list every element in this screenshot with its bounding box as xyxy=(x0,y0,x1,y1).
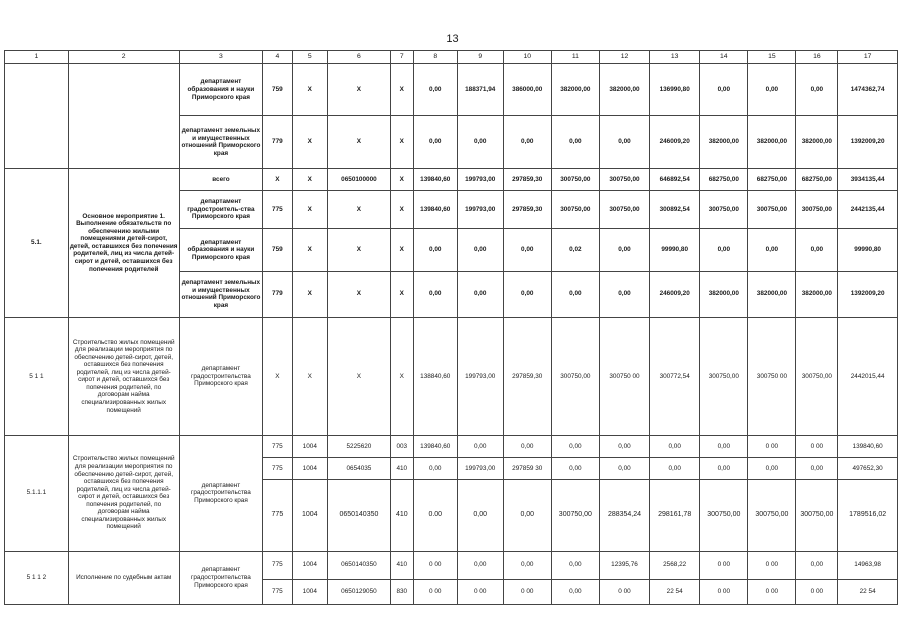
table-cell: 288354,24 xyxy=(599,480,649,552)
column-header: 15 xyxy=(748,51,796,64)
table-cell: 0,00 xyxy=(551,579,599,604)
table-cell: 0,00 xyxy=(457,229,503,271)
table-cell: 382000,00 xyxy=(551,64,599,116)
table-cell: 300750 00 xyxy=(748,317,796,435)
table-cell: 0,00 xyxy=(551,457,599,479)
table-cell: 0 00 xyxy=(457,579,503,604)
table-cell: 0,00 xyxy=(650,457,700,479)
table-cell: 1004 xyxy=(292,480,328,552)
table-cell: 5225620 xyxy=(328,435,391,457)
table-cell: 99990,80 xyxy=(650,229,700,271)
table-cell: 0 00 xyxy=(748,435,796,457)
table-cell: 0,00 xyxy=(457,480,503,552)
budget-row xyxy=(5,64,898,116)
item-number-cell: 5.1.1.1 xyxy=(5,435,69,551)
table-cell: 682750,00 xyxy=(748,168,796,190)
table-cell: 0 00 xyxy=(796,579,838,604)
table-cell: 139840,60 xyxy=(413,435,457,457)
table-cell: Х xyxy=(292,229,328,271)
table-cell: 0650140350 xyxy=(328,480,391,552)
table-cell: всего xyxy=(179,168,263,190)
column-header: 5 xyxy=(292,51,328,64)
column-header: 6 xyxy=(328,51,391,64)
column-header: 16 xyxy=(796,51,838,64)
column-header: 2 xyxy=(68,51,179,64)
program-budget-table xyxy=(4,50,898,605)
table-cell: Х xyxy=(292,64,328,116)
budget-row xyxy=(5,435,898,457)
item-name-cell: Исполнение по судебным актам xyxy=(68,551,179,604)
table-cell: 0,00 xyxy=(503,551,551,579)
table-cell: 1392009,20 xyxy=(838,116,898,168)
table-cell: 0,00 xyxy=(748,457,796,479)
table-cell: 410 xyxy=(390,551,413,579)
table-cell: 0650129050 xyxy=(328,579,391,604)
table-cell: 0,00 xyxy=(700,435,748,457)
table-cell: 0,00 xyxy=(457,116,503,168)
table-cell: 297859,30 xyxy=(503,191,551,229)
table-cell: 0,00 xyxy=(413,116,457,168)
table-cell: департамент земельных и имущественных отношений Приморского края xyxy=(179,271,263,317)
executor-cell: департамент градостроительства Приморского края xyxy=(179,551,263,604)
table-cell: 199793,00 xyxy=(457,168,503,190)
table-cell: 298161,78 xyxy=(650,480,700,552)
table-cell: 0,00 xyxy=(796,457,838,479)
column-header: 17 xyxy=(838,51,898,64)
table-cell: 382000,00 xyxy=(796,271,838,317)
table-cell: 0 00 xyxy=(700,579,748,604)
table-cell: 300750,00 xyxy=(700,191,748,229)
table-cell: 0,00 xyxy=(700,229,748,271)
table-cell: 300750,00 xyxy=(796,191,838,229)
table-cell: 138840,60 xyxy=(413,317,457,435)
column-header: 3 xyxy=(179,51,263,64)
table-cell: 0,00 xyxy=(503,480,551,552)
item-number-cell: 5 1 1 xyxy=(5,317,69,435)
table-cell: 14963,98 xyxy=(838,551,898,579)
table-cell: 0,00 xyxy=(748,64,796,116)
table-cell: 0 00 xyxy=(748,579,796,604)
table-cell: 0,00 xyxy=(551,271,599,317)
table-cell: 300750,00 xyxy=(551,480,599,552)
table-cell: Х xyxy=(390,168,413,190)
table-cell: 0650140350 xyxy=(328,551,391,579)
table-cell: 410 xyxy=(390,457,413,479)
column-header: 1 xyxy=(5,51,69,64)
table-cell: 779 xyxy=(263,116,292,168)
table-cell: 0,00 xyxy=(413,64,457,116)
table-cell: Х xyxy=(328,271,391,317)
table-cell: 0,00 xyxy=(796,229,838,271)
table-cell: 382000,00 xyxy=(599,64,649,116)
column-header: 4 xyxy=(263,51,292,64)
table-cell: 0,00 xyxy=(599,229,649,271)
table-cell: 0 00 xyxy=(503,579,551,604)
table-cell: 300750,00 xyxy=(796,480,838,552)
table-cell: 682750,00 xyxy=(796,168,838,190)
item-name-cell: Строительство жилых помещений для реализации мероприятия по обеспечению детей-сирот, детей, оставшихся без попечения родителей, лиц из числа детей-сирот и детей, оставшихся без попечения родителей, по договорам найма специализированных жилых помещений xyxy=(68,435,179,551)
table-cell: 139840,60 xyxy=(838,435,898,457)
table-cell: 300750,00 xyxy=(700,480,748,552)
table-cell: 1789516,02 xyxy=(838,480,898,552)
table-cell: 246009,20 xyxy=(650,116,700,168)
table-cell: 0,00 xyxy=(457,435,503,457)
item-name-cell: Основное мероприятие 1. Выполнение обязательств по обеспечению жилыми помещениями детей-сирот, детей, оставшихся без попечения родителей, лиц из числа детей-сирот и детей, оставшихся без попечения родителей xyxy=(68,168,179,317)
table-cell: 300750,00 xyxy=(796,317,838,435)
table-cell: 775 xyxy=(263,435,292,457)
table-cell: 300772,54 xyxy=(650,317,700,435)
column-header: 10 xyxy=(503,51,551,64)
table-cell: 646892,54 xyxy=(650,168,700,190)
item-name-cell: Строительство жилых помещений для реализации мероприятия по обеспечению детей-сирот, детей, оставшихся без попечения родителей, лиц из числа детей-сирот и детей, оставшихся без попечения родителей, по договорам найма специализированных жилых помещений xyxy=(68,317,179,435)
table-cell: 0 00 xyxy=(796,435,838,457)
table-cell: Х xyxy=(390,271,413,317)
table-cell: 300750,00 xyxy=(599,191,649,229)
table-cell: 0,00 xyxy=(599,457,649,479)
table-cell: 0,00 xyxy=(599,116,649,168)
table-cell: 199793,00 xyxy=(457,317,503,435)
table-cell: 779 xyxy=(263,271,292,317)
table-cell: 0,00 xyxy=(503,271,551,317)
table-cell: 136990,80 xyxy=(650,64,700,116)
table-cell: Х xyxy=(292,191,328,229)
table-cell: Х xyxy=(292,168,328,190)
table-cell: 1392009,20 xyxy=(838,271,898,317)
table-cell: 0,00 xyxy=(413,271,457,317)
table-cell: 775 xyxy=(263,579,292,604)
table-cell: 139840,60 xyxy=(413,168,457,190)
table-cell: 300750,00 xyxy=(551,317,599,435)
table-cell: Х xyxy=(390,116,413,168)
table-cell: 199793,00 xyxy=(457,191,503,229)
table-cell: 1004 xyxy=(292,579,328,604)
table-cell: 1004 xyxy=(292,551,328,579)
table-cell: департамент образования и науки Приморского края xyxy=(179,64,263,116)
column-header: 13 xyxy=(650,51,700,64)
table-cell: 300750,00 xyxy=(748,480,796,552)
table-cell: 682750,00 xyxy=(700,168,748,190)
item-name-cell xyxy=(68,64,179,169)
table-cell: 775 xyxy=(263,480,292,552)
table-cell: 382000,00 xyxy=(700,116,748,168)
column-header: 11 xyxy=(551,51,599,64)
table-cell: 0 00 xyxy=(700,551,748,579)
table-cell: Х xyxy=(328,64,391,116)
table-cell: 775 xyxy=(263,457,292,479)
item-number-cell xyxy=(5,64,69,169)
table-cell: Х xyxy=(292,317,328,435)
table-cell: 0,00 xyxy=(413,457,457,479)
table-cell: 139840,60 xyxy=(413,191,457,229)
table-cell: 1474362,74 xyxy=(838,64,898,116)
table-cell: 0,00 xyxy=(503,229,551,271)
table-cell: 22 54 xyxy=(650,579,700,604)
table-cell: 0,00 xyxy=(551,116,599,168)
table-cell: 0,00 xyxy=(796,64,838,116)
table-cell: 003 xyxy=(390,435,413,457)
table-cell: 0,00 xyxy=(796,551,838,579)
table-cell: 297859,30 xyxy=(503,168,551,190)
table-cell: 0,00 xyxy=(457,271,503,317)
table-cell: 0,00 xyxy=(599,271,649,317)
table-cell: 22 54 xyxy=(838,579,898,604)
table-cell: 300750,00 xyxy=(700,317,748,435)
table-cell: Х xyxy=(390,317,413,435)
table-cell: Х xyxy=(328,317,391,435)
table-cell: 0 00 xyxy=(748,551,796,579)
table-cell: 382000,00 xyxy=(748,271,796,317)
table-cell: 1004 xyxy=(292,457,328,479)
column-header: 14 xyxy=(700,51,748,64)
page-number: 13 xyxy=(446,33,459,45)
table-cell: департамент образования и науки Приморского края xyxy=(179,229,263,271)
table-cell: 497652,30 xyxy=(838,457,898,479)
budget-row xyxy=(5,317,898,435)
table-cell: 759 xyxy=(263,64,292,116)
table-cell: 300892,54 xyxy=(650,191,700,229)
table-cell: 759 xyxy=(263,229,292,271)
table-cell: Х xyxy=(328,191,391,229)
table-cell: 0,00 xyxy=(457,551,503,579)
header-row xyxy=(5,51,898,64)
table-cell: 3934135,44 xyxy=(838,168,898,190)
table-cell: 410 xyxy=(390,480,413,552)
table-cell: 775 xyxy=(263,551,292,579)
table-cell: департамент градостроитель-ства Приморского края xyxy=(179,191,263,229)
column-header: 7 xyxy=(390,51,413,64)
table-cell: 300750,00 xyxy=(748,191,796,229)
table-cell: 382000,00 xyxy=(748,116,796,168)
table-cell: департамент градостроительства Приморского края xyxy=(179,317,263,435)
table-cell: Х xyxy=(263,317,292,435)
budget-row xyxy=(5,551,898,579)
table-cell: 99990,80 xyxy=(838,229,898,271)
table-cell: 297859,30 xyxy=(503,317,551,435)
item-number-cell: 5.1. xyxy=(5,168,69,317)
table-cell: 0,00 xyxy=(551,435,599,457)
table-cell: 0 00 xyxy=(413,551,457,579)
table-cell: 0650100000 xyxy=(328,168,391,190)
table-cell: 0,02 xyxy=(551,229,599,271)
column-header: 8 xyxy=(413,51,457,64)
table-cell: 0,00 xyxy=(413,229,457,271)
table-cell: 199793,00 xyxy=(457,457,503,479)
table-cell: 300750,00 xyxy=(551,168,599,190)
table-cell: 2442135,44 xyxy=(838,191,898,229)
table-cell: 297859 30 xyxy=(503,457,551,479)
item-number-cell: 5 1 1 2 xyxy=(5,551,69,604)
table-cell: 246009,20 xyxy=(650,271,700,317)
table-cell: Х xyxy=(390,64,413,116)
table-cell: 0 00 xyxy=(413,579,457,604)
table-cell: 0 00 xyxy=(599,579,649,604)
table-cell: 12395,76 xyxy=(599,551,649,579)
table-cell: Х xyxy=(292,116,328,168)
table-cell: 382000,00 xyxy=(796,116,838,168)
table-cell: Х xyxy=(328,229,391,271)
table-cell: 0,00 xyxy=(551,551,599,579)
table-cell: 830 xyxy=(390,579,413,604)
column-header: 12 xyxy=(599,51,649,64)
budget-row xyxy=(5,168,898,190)
table-cell: 0,00 xyxy=(650,435,700,457)
table-cell: 0,00 xyxy=(700,457,748,479)
table-cell: Х xyxy=(328,116,391,168)
table-cell: 2568,22 xyxy=(650,551,700,579)
table-cell: 300750 00 xyxy=(599,317,649,435)
table-cell: 0,00 xyxy=(503,116,551,168)
table-cell: 386000,00 xyxy=(503,64,551,116)
table-cell: 1004 xyxy=(292,435,328,457)
table-cell: 775 xyxy=(263,191,292,229)
table-cell: департамент земельных и имущественных отношений Приморского края xyxy=(179,116,263,168)
table-cell: 0,00 xyxy=(700,64,748,116)
table-cell: 300750,00 xyxy=(599,168,649,190)
column-header: 9 xyxy=(457,51,503,64)
table-cell: Х xyxy=(390,229,413,271)
table-cell: 0,00 xyxy=(503,435,551,457)
table-cell: 382000,00 xyxy=(700,271,748,317)
table-cell: 0,00 xyxy=(599,435,649,457)
table-cell: 188371,94 xyxy=(457,64,503,116)
table-cell: 2442015,44 xyxy=(838,317,898,435)
table-cell: 0,00 xyxy=(748,229,796,271)
table-cell: 0.00 xyxy=(413,480,457,552)
table-cell: Х xyxy=(390,191,413,229)
executor-cell: департамент градостроительства Приморского края xyxy=(179,435,263,551)
table-cell: 300750,00 xyxy=(551,191,599,229)
table-cell: Х xyxy=(263,168,292,190)
table-cell: Х xyxy=(292,271,328,317)
table-cell: 0654035 xyxy=(328,457,391,479)
